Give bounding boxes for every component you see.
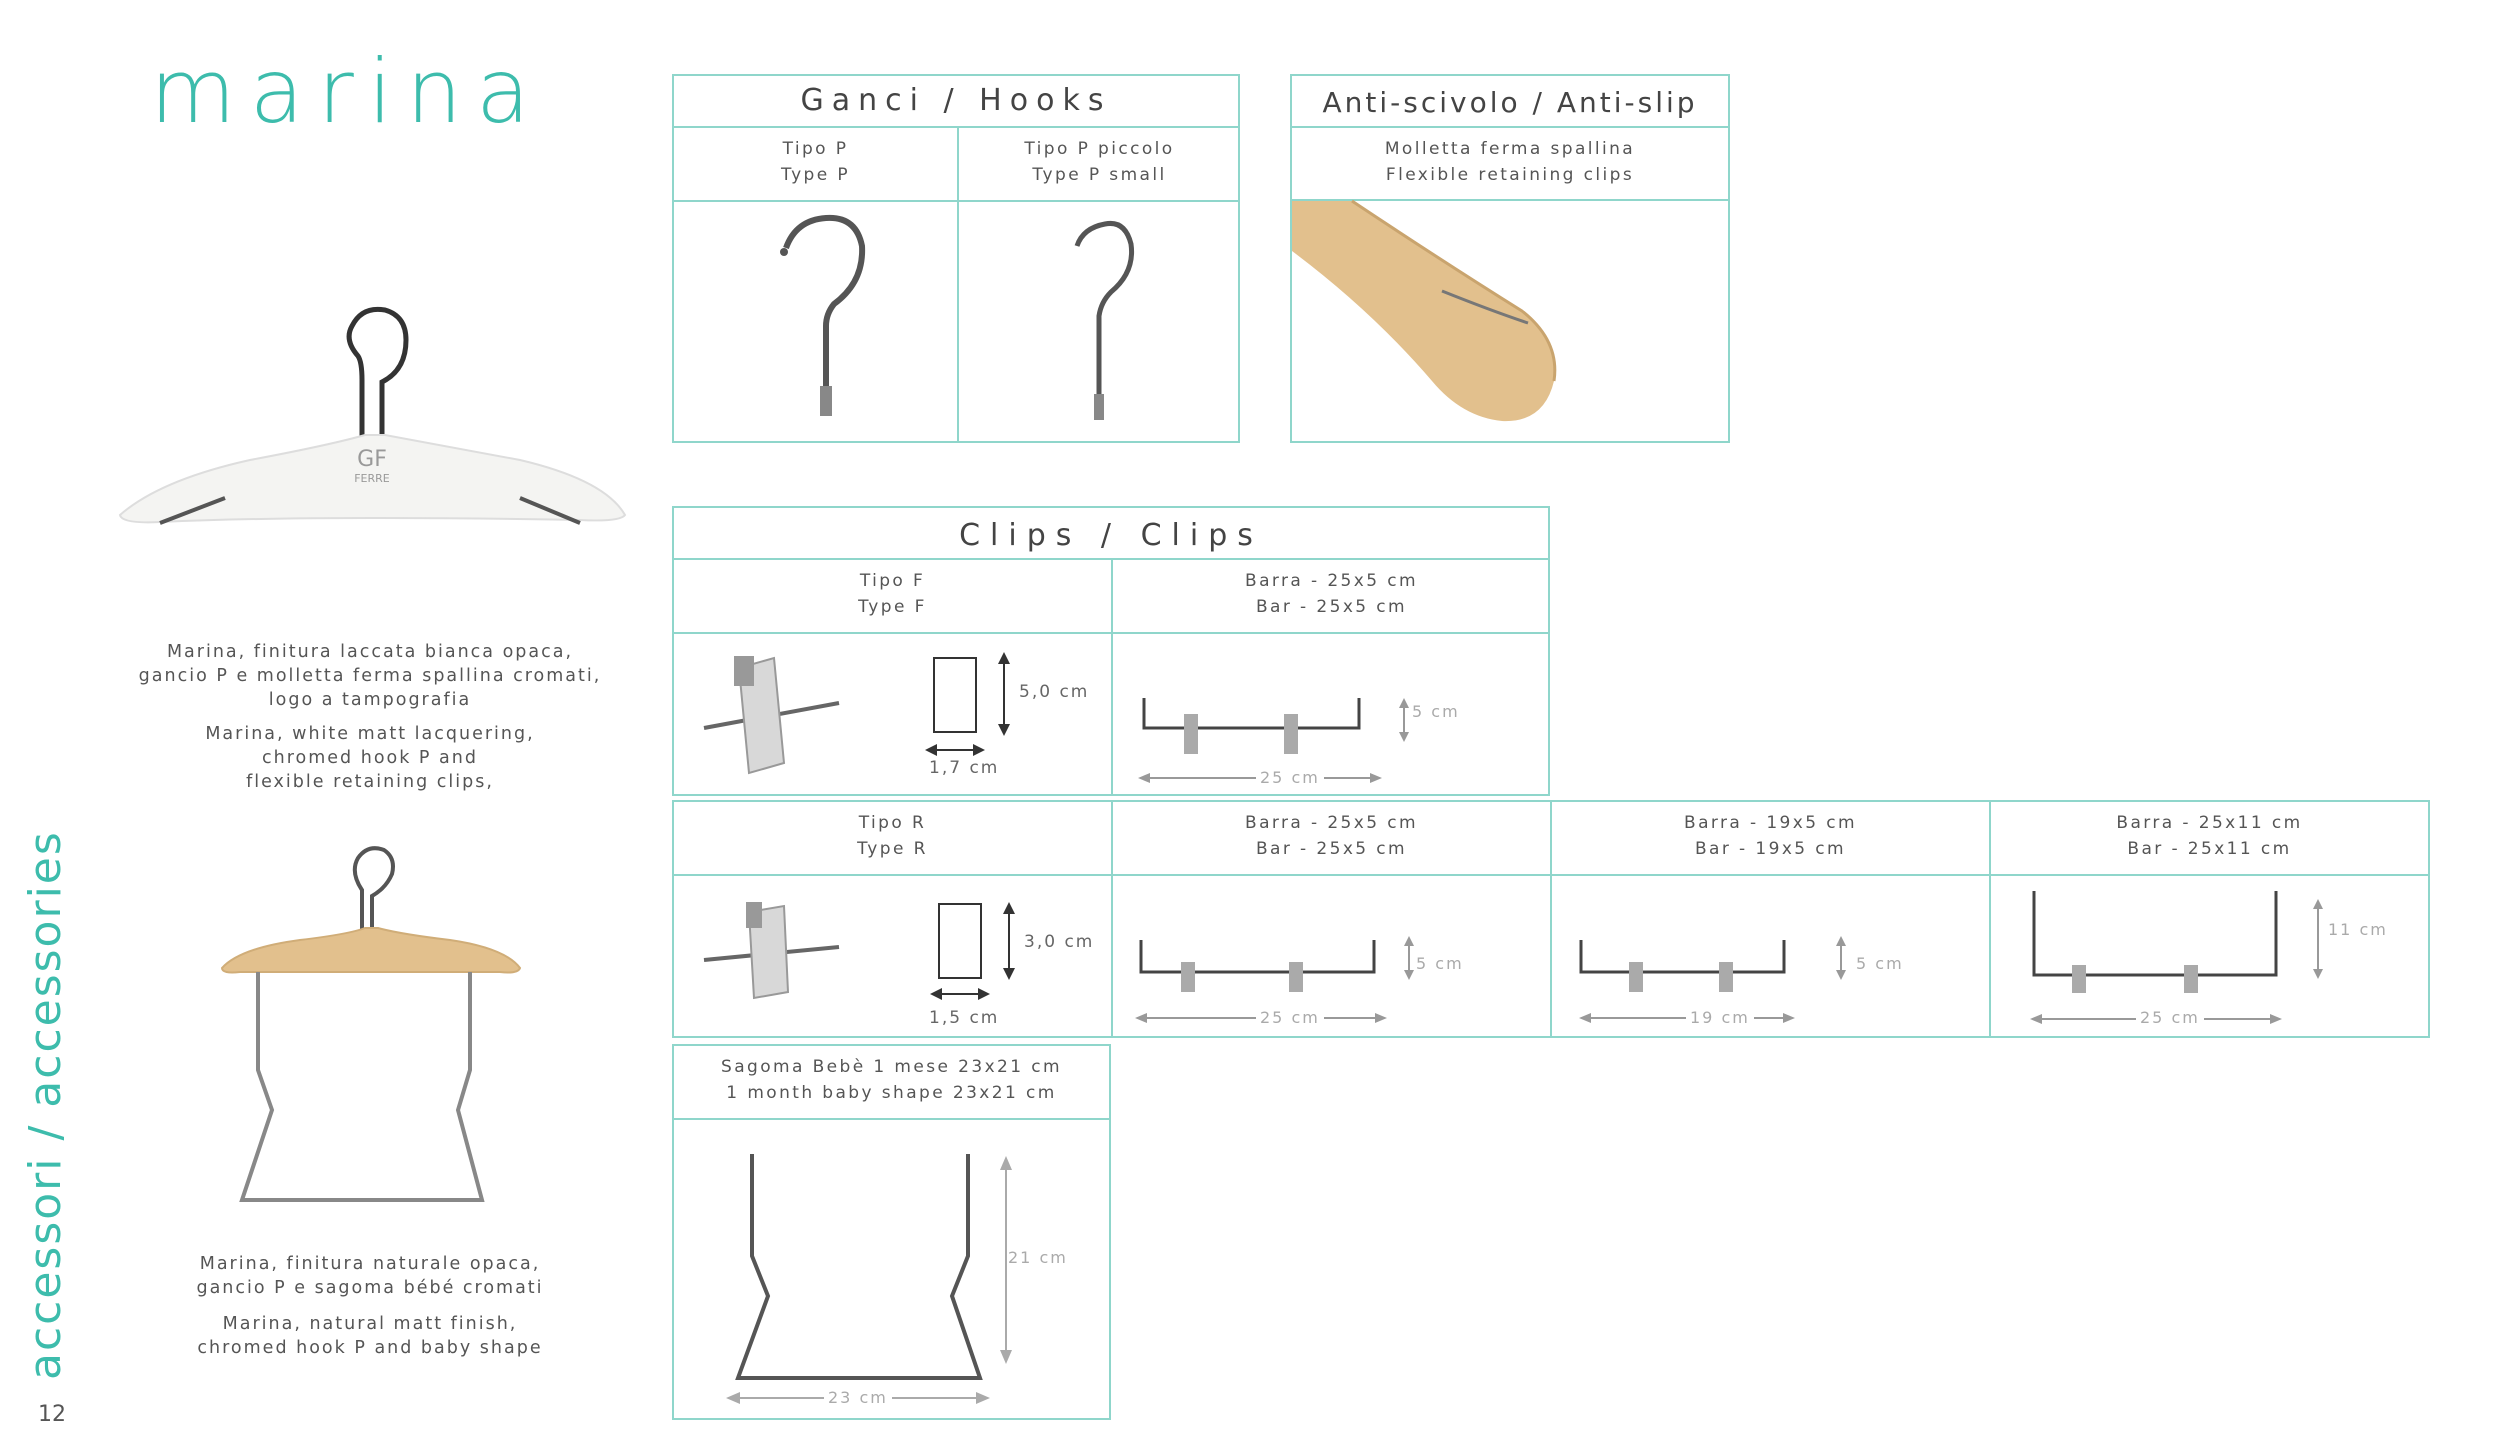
bar-r3-width: 25 cm [2136,1008,2204,1027]
antislip-box [1290,74,1730,443]
baby-shape-height: 21 cm [1008,1248,1068,1267]
clip-r-dimension [934,902,1134,1022]
hook-wire [349,309,406,450]
desc-line: chromed hook P and [262,748,478,768]
baby-shape-label [674,1054,1109,1106]
desc-line: gancio P e molletta ferma spallina cromati, [138,666,602,686]
label-line: Type P small [1032,165,1167,185]
label-line: Tipo P [782,139,849,159]
antislip-clip-image [1292,201,1728,441]
product2-desc-en [130,1312,610,1360]
desc-line: chromed hook P and baby shape [197,1338,543,1358]
clip-f-image [704,648,844,778]
label-line: Bar - 25x5 cm [1255,839,1408,859]
bar-r1-label [1113,810,1550,862]
bar-f-height: 5 cm [1412,702,1460,721]
label-line: Bar - 25x11 cm [2127,839,2292,859]
product1-desc-en [130,722,610,794]
logo-bottom: FERRE [354,472,390,485]
clip-f-height: 5,0 cm [1019,682,1090,702]
label-line: Bar - 19x5 cm [1694,839,1847,859]
bar-r3-height: 11 cm [2328,920,2388,939]
clip-r-image [704,892,844,1012]
bar-f-label [1113,568,1550,620]
label-line: Tipo P piccolo [1024,139,1175,159]
label-line: Tipo F [859,571,926,591]
antislip-title: Anti-scivolo / Anti-slip [1292,76,1728,128]
natural-hanger-image [200,840,540,1220]
hooks-title: Ganci / Hooks [674,76,1238,128]
page-number: 12 [38,1402,66,1427]
clip-r-width: 1,5 cm [929,1008,1000,1028]
hanger-body [222,928,520,973]
label-line: Flexible retaining clips [1385,165,1635,185]
product2-desc-it [130,1252,610,1300]
clip-r-height: 3,0 cm [1024,932,1095,952]
logo-top: GF [357,447,387,472]
desc-line: Marina, natural matt finish, [222,1314,518,1334]
product1-desc-it [130,640,610,712]
bar-r1-width: 25 cm [1256,1008,1324,1027]
desc-line: Marina, finitura laccata bianca opaca, [166,642,574,662]
bar-f-width: 25 cm [1256,768,1324,787]
page-title: marina [150,40,544,143]
baby-shape-box [672,1044,1111,1420]
bar-r1-image [1129,930,1529,1030]
label-line: Barra - 19x5 cm [1684,813,1857,833]
antislip-label [1292,136,1728,188]
label-line: Barra - 25x5 cm [1245,813,1418,833]
clips-title: Clips / Clips [674,508,1548,560]
bar-r3-image [2004,887,2404,1037]
bar-r2-height: 5 cm [1856,954,1904,973]
clip-type-r-label [674,810,1111,862]
clips-row2-box [672,800,2430,1038]
bar-r2-label [1552,810,1989,862]
desc-line: gancio P e sagoma bébé cromati [196,1278,544,1298]
bar-r2-width: 19 cm [1686,1008,1754,1027]
baby-shape-width: 23 cm [824,1388,892,1407]
clip-f-width: 1,7 cm [929,758,1000,778]
hook-p-image [734,206,894,436]
label-line: Sagoma Bebè 1 mese 23x21 cm [721,1057,1062,1077]
desc-line: Marina, finitura naturale opaca, [199,1254,541,1274]
clip-type-f-label [674,568,1111,620]
bar-r2-image [1569,930,1969,1030]
baby-shape-image [724,1146,1104,1406]
desc-line: logo a tampografia [268,690,472,710]
label-line: Barra - 25x11 cm [2116,813,2303,833]
desc-line: Marina, white matt lacquering, [205,724,535,744]
clips-box [672,506,1550,796]
label-line: Barra - 25x5 cm [1245,571,1418,591]
bar-f-image [1134,678,1534,788]
side-label: accessori / accessories [20,830,71,1380]
label-line: Molletta ferma spallina [1384,139,1636,159]
bar-r3-label [1991,810,2428,862]
label-line: Tipo R [858,813,927,833]
label-line: Type P [780,165,851,185]
label-line: Type F [858,597,927,617]
hook-type-p-small-label [959,136,1240,188]
label-line: Type R [857,839,928,859]
hooks-box [672,74,1240,443]
label-line: 1 month baby shape 23x21 cm [726,1083,1057,1103]
desc-line: flexible retaining clips, [246,772,494,792]
hook-p-small-image [1019,206,1179,436]
hook-wire [355,848,393,932]
baby-shape-wire [242,972,482,1200]
hook-type-p-label [674,136,957,188]
label-line: Bar - 25x5 cm [1255,597,1408,617]
bar-r1-height-label: 5 cm [1416,954,1464,973]
white-hanger-image [100,270,640,540]
